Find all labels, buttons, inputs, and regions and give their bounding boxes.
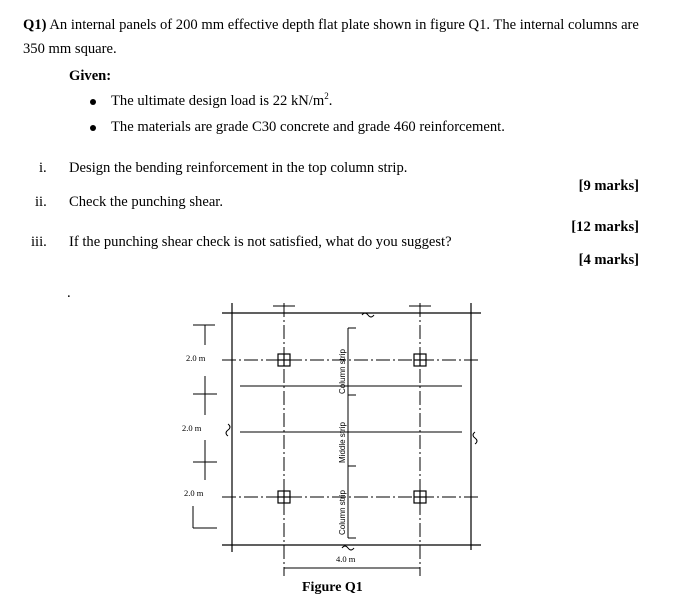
part-number-i: i. (39, 160, 47, 176)
dim-label-2: 2.0 m (182, 423, 202, 433)
strip-label-column-top: Column strip (338, 349, 347, 394)
column-bottom-right (414, 491, 426, 503)
strip-label-column-bottom: Column strip (338, 490, 347, 535)
column-top-left (278, 354, 290, 366)
part-text-i: Design the bending reinforcement in the top column strip. (69, 160, 408, 176)
given-load-superscript: 2 (324, 91, 329, 102)
question-line-2: 350 mm square. (23, 41, 117, 57)
part-marks-ii: [12 marks] (571, 219, 639, 235)
dim-label-1: 2.0 m (186, 353, 206, 363)
part-marks-iii: [4 marks] (578, 252, 639, 268)
column-bottom-left (278, 491, 290, 503)
part-text-ii: Check the punching shear. (69, 194, 224, 210)
given-load-text: The ultimate design load is 22 kN/m (111, 93, 325, 109)
break-mark-right (473, 432, 477, 444)
strip-label-middle: Middle strip (338, 422, 347, 463)
given-heading: Given: (69, 68, 112, 84)
dim-label-bottom: 4.0 m (336, 554, 356, 564)
question-number: Q1) (23, 17, 47, 33)
part-number-ii: ii. (35, 194, 47, 210)
given-materials: The materials are grade C30 concrete and grade 460 reinforcement. (111, 119, 505, 135)
given-load-period: . (328, 93, 333, 109)
dim-label-3: 2.0 m (184, 488, 204, 498)
break-mark-left (226, 424, 230, 436)
question-text-line-1: An internal panels of 200 mm effective depth flat plate shown in figure Q1. The internal columns are (49, 17, 639, 33)
stray-mark: . (67, 285, 71, 301)
figure-caption: Figure Q1 (302, 580, 363, 595)
break-mark-bottom (342, 546, 354, 550)
part-text-iii: If the punching shear check is not satisfied, what do you suggest? (69, 234, 452, 250)
part-number-iii: iii. (31, 234, 47, 250)
column-top-right (414, 354, 426, 366)
part-marks-i: [9 marks] (578, 178, 639, 194)
